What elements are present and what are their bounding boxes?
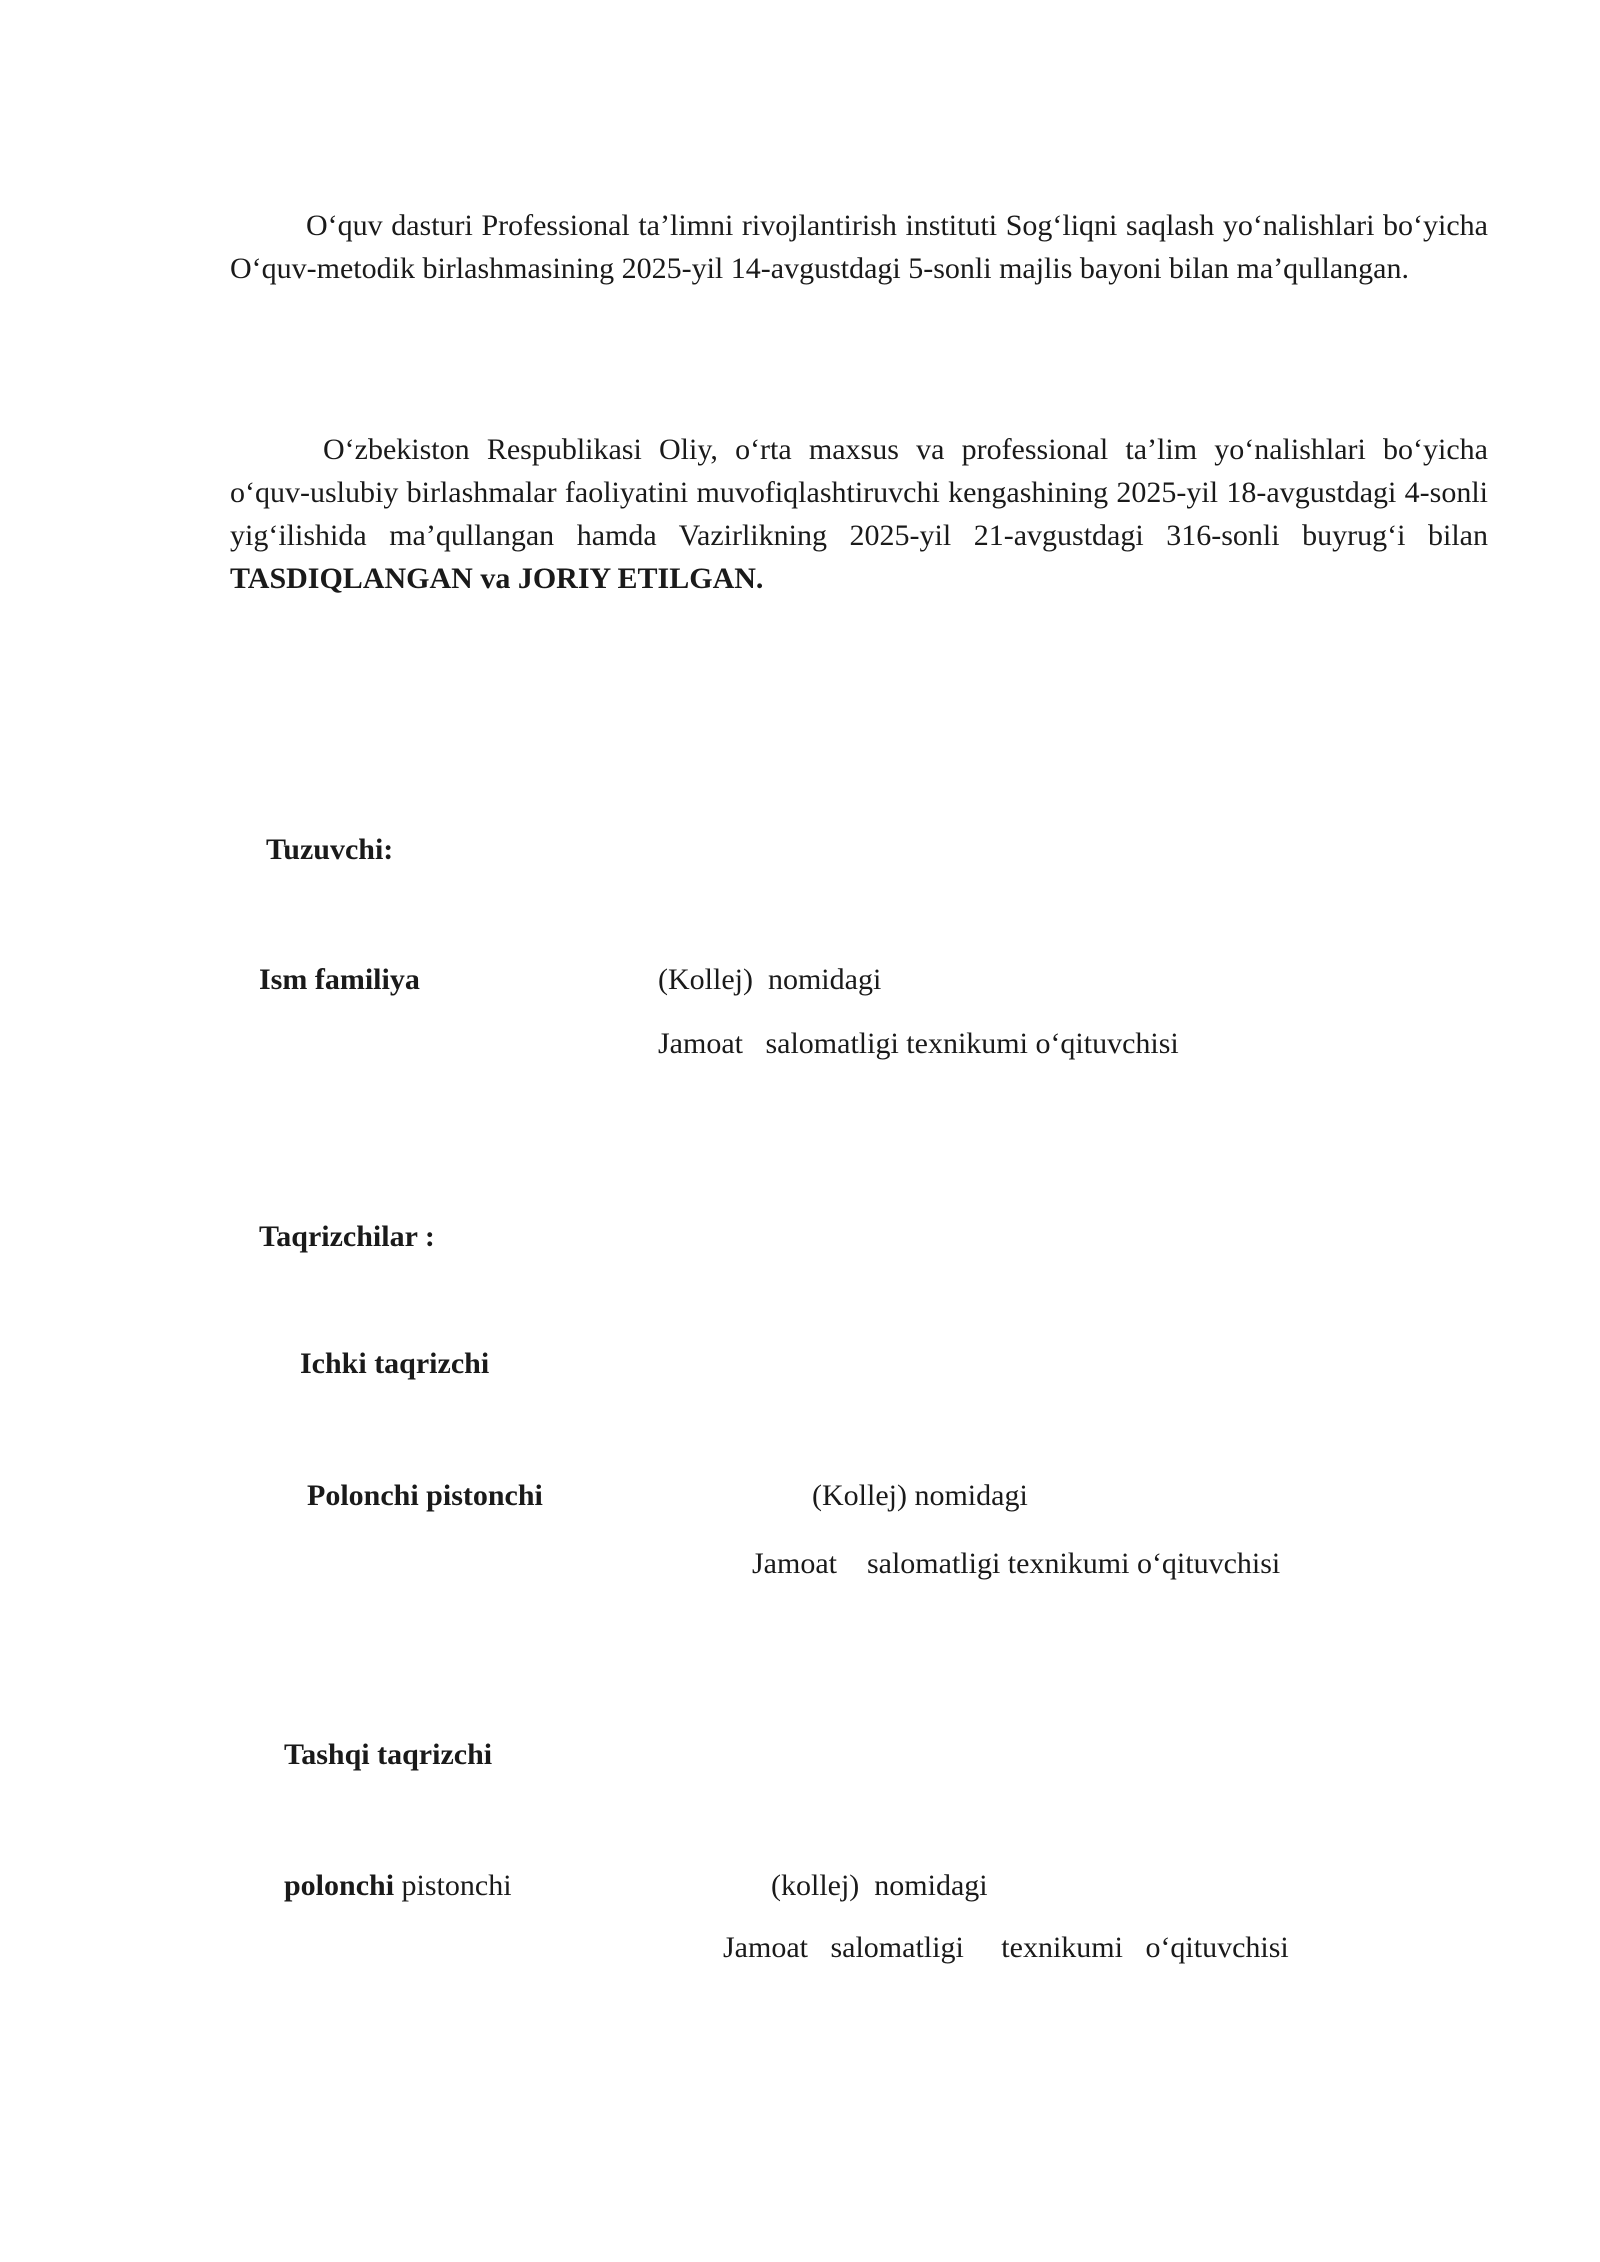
reviewers-heading: Taqrizchilar : [259,1220,435,1253]
internal-reviewer-name: Polonchi pistonchi [307,1479,543,1512]
internal-reviewer-college: (Kollej) nomidagi [812,1479,1028,1512]
external-reviewer-heading: Tashqi taqrizchi [284,1738,493,1771]
external-reviewer-name-rest: pistonchi [394,1869,512,1902]
approval-text: O‘quv dasturi Professional ta’limni rivojlantirish instituti Sog‘liqni saqlash yo‘nalishlari bo‘yicha O‘quv-metodik birlashmasining 2025-yil 14-avgustdagi 5-sonli majlis bayoni bilan ma’qullangan. [230,209,1488,285]
compiler-college: (Kollej) nomidagi [658,963,882,996]
internal-reviewer-position: Jamoat salomatligi texnikumi o‘qituvchisi [752,1547,1281,1580]
external-reviewer-name [284,1868,512,1904]
internal-reviewer-heading: Ichki taqrizchi [300,1347,490,1380]
compiler-position: Jamoat salomatligi texnikumi o‘qituvchisi [658,1027,1179,1060]
compiler-heading: Tuzuvchi: [266,833,394,866]
external-reviewer-name-bold: polonchi [284,1869,395,1902]
confirmation-paragraph [230,428,1488,600]
confirmation-text: O‘zbekiston Respublikasi Oliy, o‘rta maxsus va professional ta’lim yo‘nalishlari bo‘yicha o‘quv-uslubiy birlashmalar faoliyatini muvofiqlashtiruvchi kengashining 2025-yil 18-avgustdagi 4-sonli yig‘ilishida ma’qullangan hamda Vazirlikning 2025-yil 21-avgustdagi 316-sonli buyrug‘i bilan [230,433,1488,552]
external-reviewer-college: (kollej) nomidagi [771,1869,988,1902]
compiler-name: Ism familiya [259,963,420,996]
approval-paragraph [230,204,1488,290]
external-reviewer-position: Jamoat salomatligi texnikumi o‘qituvchisi [723,1931,1289,1964]
confirmation-bold-text: TASDIQLANGAN va JORIY ETILGAN. [230,562,764,595]
